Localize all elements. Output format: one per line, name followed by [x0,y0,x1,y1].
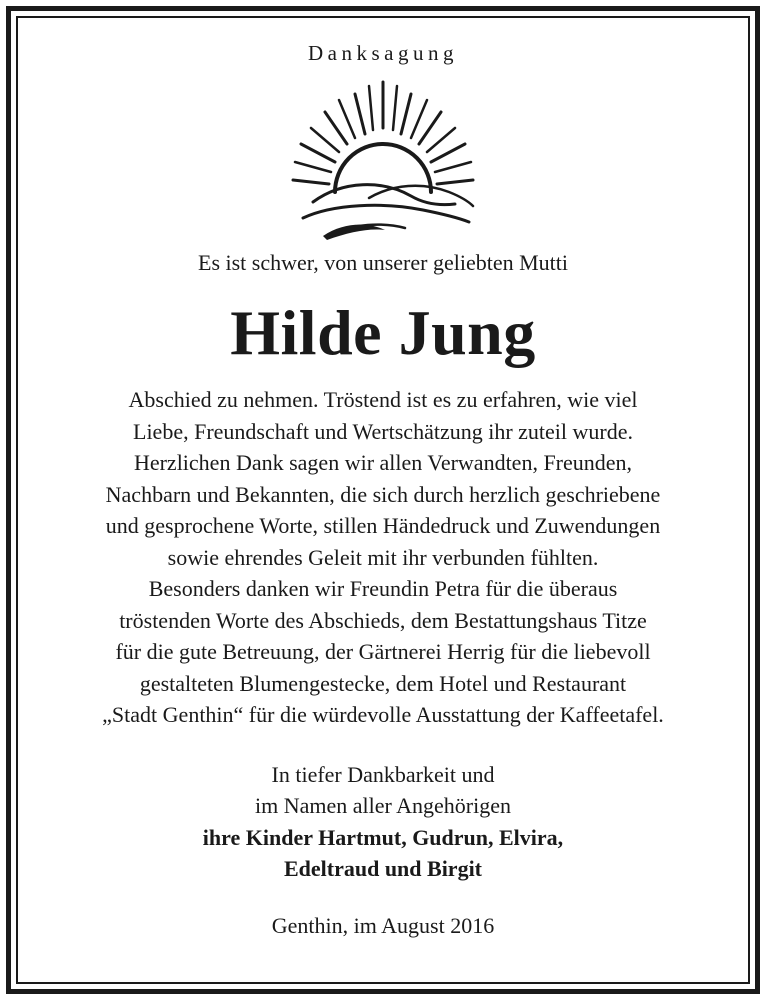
intro-line: Es ist schwer, von unserer geliebten Mutti [198,250,568,275]
body-line: sowie ehrendes Geleit mit ihr verbunden fühlten. [167,544,599,570]
closing-line: In tiefer Dankbarkeit und [271,761,495,787]
sunset-over-hills-icon [273,72,493,244]
body-line: und gesprochene Worte, stillen Händedruck und Zuwendungen [105,513,661,538]
body-text [30,384,736,731]
body-line: Herzlichen Dank sagen wir allen Verwandten, Freunden, [133,450,633,475]
body-line: gestalteten Blumengestecke, dem Hotel und Restaurant [139,670,627,696]
body-line: Abschied zu nehmen. Tröstend ist es zu erfahren, wie viel [128,387,638,412]
body-line: Besonders danken wir Freundin Petra für die überaus [148,576,618,601]
body-line: tröstenden Worte des Abschieds, dem Bestattungshaus Titze [119,607,647,633]
notice-heading: Danksagung [308,41,458,65]
body-line: Nachbarn und Bekannten, die sich durch herzlich geschriebene [105,481,661,507]
closing [30,759,736,822]
signers [30,822,736,885]
obituary-notice [30,30,736,941]
body-line: Liebe, Freundschaft und Wertschätzung ihr zuteil wurde. [133,418,633,444]
body-line: „Stadt Genthin“ für die würdevolle Ausstattung der Kaffeetafel. [102,702,664,727]
body-line: für die gute Betreuung, der Gärtnerei Herrig für die liebevoll [115,639,651,664]
signer-line: Edeltraud und Birgit [283,856,483,881]
place-date: Genthin, im August 2016 [271,912,495,938]
signer-line: ihre Kinder Hartmut, Gudrun, Elvira, [202,824,564,850]
closing-line: im Namen aller Angehörigen [255,793,511,818]
deceased-name: Hilde Jung [230,297,536,368]
